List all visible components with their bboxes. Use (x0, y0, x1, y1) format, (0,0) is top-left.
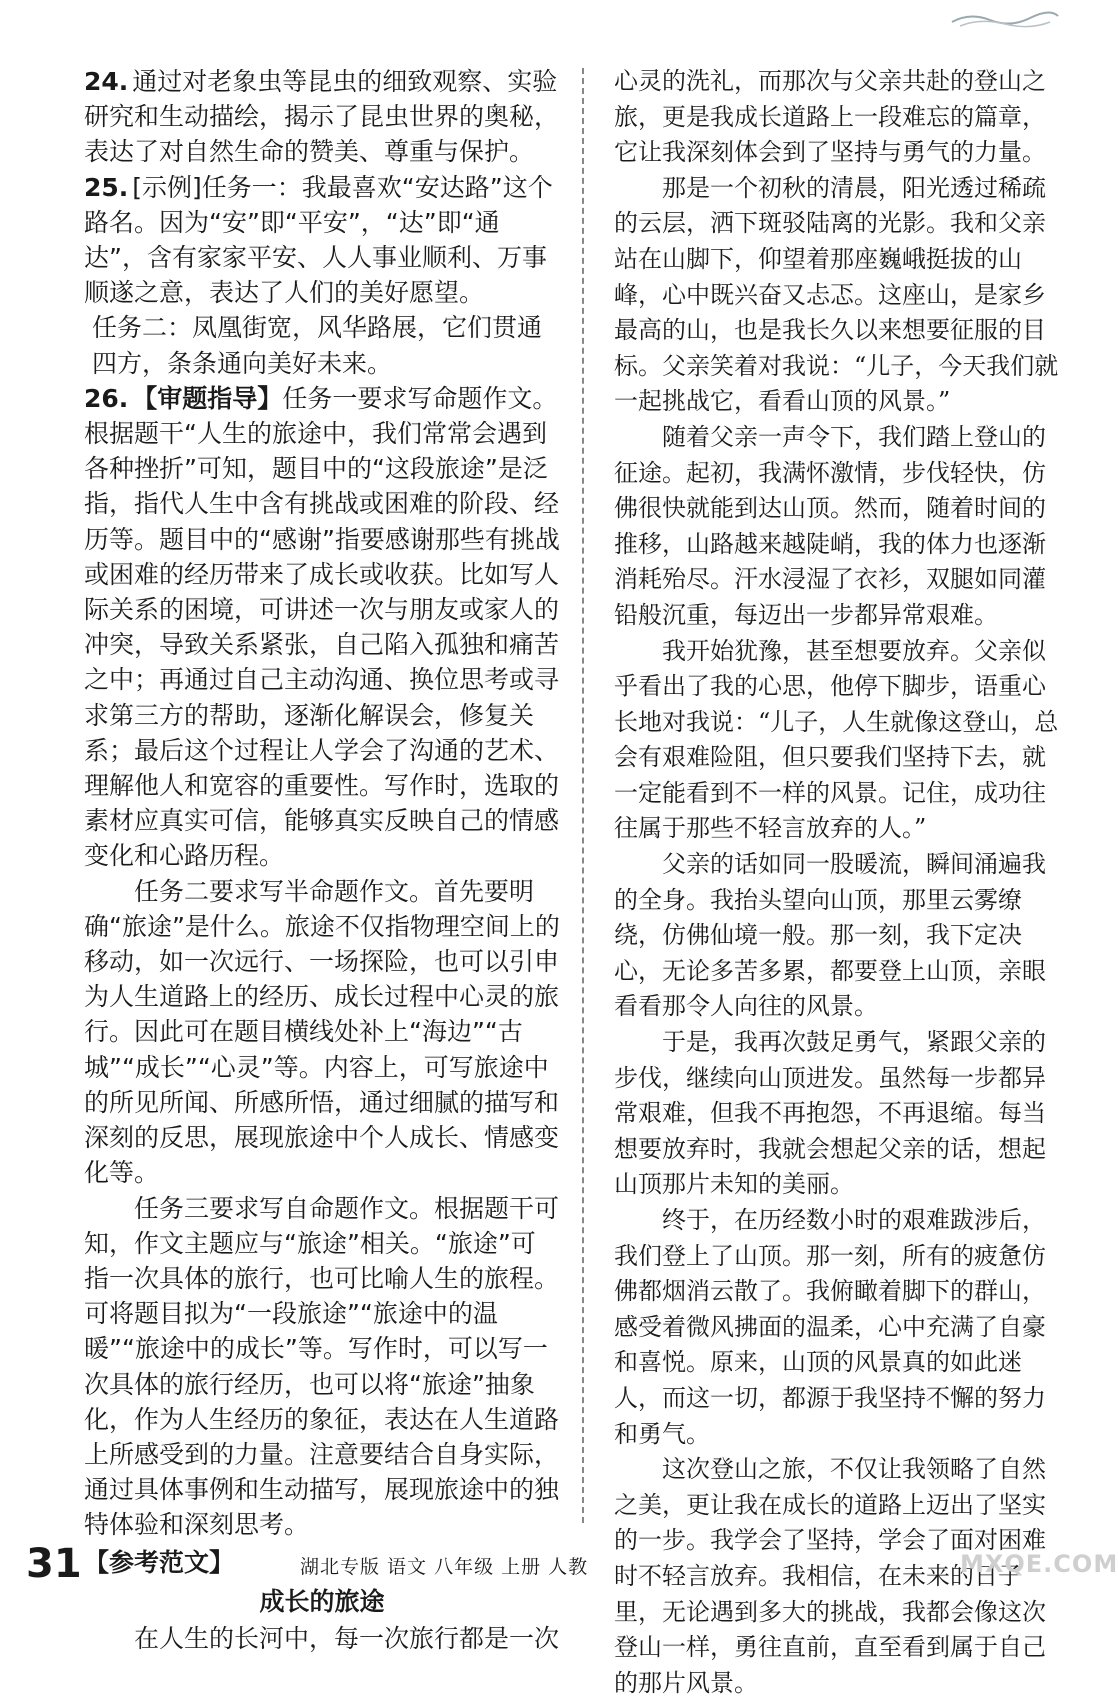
answer-24 (84, 64, 560, 170)
essay-paragraph: 终于，在历经数小时的艰难跋涉后，我们登上了山顶。那一刻，所有的疲惫仿佛都烟消云散了。我俯瞰着脚下的群山，感受着微风拂面的温柔，心中充满了自豪和喜悦。原来，山顶的风景真的如此迷人，而这一切，都源于我坚持不懈的努力和勇气。 (614, 1206, 1046, 1448)
essay-paragraph: 父亲的话如同一股暖流，瞬间涌遍我的全身。我抬头望向山顶，那里云雾缭绕，仿佛仙境一般。那一刻，我下定决心，无论多苦多累，都要登上山顶，亲眼看看那令人向往的风景。 (614, 850, 1046, 1021)
answer-26-guide (84, 381, 560, 874)
page-number: 31 (26, 1541, 82, 1587)
guide-tag: 【审题指导】 (132, 383, 283, 413)
answer-25-task1 (84, 170, 560, 311)
left-column (84, 64, 560, 1656)
wave-ornament-icon (950, 8, 1060, 30)
essay-title: 成长的旅途 (259, 1586, 385, 1616)
right-column (614, 64, 1060, 1701)
essay-opening: 在人生的长河中，每一次旅行都是一次 (134, 1623, 560, 1653)
question-number: 26. (84, 383, 129, 413)
guide-paragraph-task2: 任务二要求写半命题作文。首先要明确“旅途”是什么。旅途不仅指物理空间上的移动，如一次远行、一场探险，也可以引申为人生道路上的经历、成长过程中心灵的旅行。因此可在题目横线处补上“海边”“古城”“成长”“心灵”等。内容上，可写旅途中的所见所闻、所感所悟，通过细腻的描写和深刻的反思，展现旅途中个人成长、情感变化等。 (84, 876, 560, 1188)
essay-paragraph: 这次登山之旅，不仅让我领略了自然之美，更让我在成长的道路上迈出了坚实的一步。我学会了坚持，学会了面对困难时不轻言放弃。我相信，在未来的日子里，无论遇到多大的挑战，我都会像这次登山一样，勇往直前，直至看到属于自己的那片风景。 (614, 1455, 1046, 1697)
essay-paragraph: 我开始犹豫，甚至想要放弃。父亲似乎看出了我的心思，他停下脚步，语重心长地对我说：“儿子，人生就像这登山，总会有艰难险阻，但只要我们坚持下去，就一定能看到不一样的风景。记住，成功往往属于那些不轻言放弃的人。” (614, 636, 1059, 843)
question-number: 24. (84, 67, 129, 96)
essay-paragraph: 随着父亲一声令下，我们踏上登山的征途。起初，我满怀激情，步伐轻快，仿佛很快就能到达山顶。然而，随着时间的推移，山路越来越陡峭，我的体力也逐渐消耗殆尽。汗水浸湿了衣衫，双腿如同灌铅般沉重，每迈出一步都异常艰难。 (614, 422, 1046, 629)
answer-text: [示例]任务一：我最喜欢“安达路”这个路名。因为“安”即“平安”，“达”即“通达”，含有家家平安、人人事业顺利、万事顺遂之意，表达了人们的美好愿望。 (84, 172, 553, 308)
essay-paragraph: 于是，我再次鼓足勇气，紧跟父亲的步伐，继续向山顶进发。虽然每一步都异常艰难，但我不再抱怨，不再退缩。每当想要放弃时，我就会想起父亲的话，想起山顶那片未知的美丽。 (614, 1028, 1046, 1199)
guide-text: 任务一要求写命题作文。根据题干“人生的旅途中，我们常常会遇到各种挫折”可知，题目中的“这段旅途”是泛指，指代人生中含有挑战或困难的阶段、经历等。题目中的“感谢”指要感谢那些有挑战或困难的经历带来了成长或收获。比如写人际关系的困境，可讲述一次与朋友或家人的冲突，导致关系紧张，自己陷入孤独和痛苦之中；再通过自己主动沟通、换位思考或寻求第三方的帮助，逐渐化解误会，修复关系；最后这个过程让人学会了沟通的艺术、理解他人和宽容的重要性。写作时，选取的素材应真实可信，能够真实反映自己的情感变化和心路历程。 (84, 383, 560, 871)
answer-25-task2: 任务二：凤凰街宽，风华路展，它们贯通四方，条条通向美好未来。 (92, 313, 543, 378)
essay-paragraph: 心灵的洗礼，而那次与父亲共赴的登山之旅，更是我成长道路上一段难忘的篇章，它让我深刻体会到了坚持与勇气的力量。 (614, 67, 1046, 167)
reference-essay-tag: 【参考范文】 (84, 1547, 235, 1577)
essay-paragraph: 那是一个初秋的清晨，阳光透过稀疏的云层，洒下斑驳陆离的光影。我和父亲站在山脚下，仰望着那座巍峨挺拔的山峰，心中既兴奋又忐忑。这座山，是家乡最高的山，也是我长久以来想要征服的目标。父亲笑着对我说：“儿子，今天我们就一起挑战它，看看山顶的风景。” (614, 173, 1059, 416)
question-number: 25. (84, 172, 129, 202)
guide-paragraph-task3: 任务三要求写自命题作文。根据题干可知，作文主题应与“旅途”相关。“旅途”可指一次具体的旅行，也可比喻人生的旅程。可将题目拟为“一段旅途”“旅途中的温暖”“旅途中的成长”等。写作时，可以写一次具体的旅行经历，也可以将“旅途”抽象化，作为人生经历的象征，表达在人生道路上所感受到的力量。注意要结合自身实际，通过具体事例和生动描写，展现旅途中的独特体验和深刻思考。 (84, 1193, 560, 1540)
column-divider (582, 68, 584, 1523)
answer-text: 通过对老象虫等昆虫的细致观察、实验研究和生动描绘，揭示了昆虫世界的奥秘，表达了对自然生命的赞美、尊重与保护。 (84, 67, 560, 167)
page-footer (0, 1540, 1118, 1590)
watermark-logo: MXQE.COM (960, 1550, 1118, 1578)
edition-label: 湖北专版 语文 八年级 上册 人教 (300, 1556, 589, 1578)
